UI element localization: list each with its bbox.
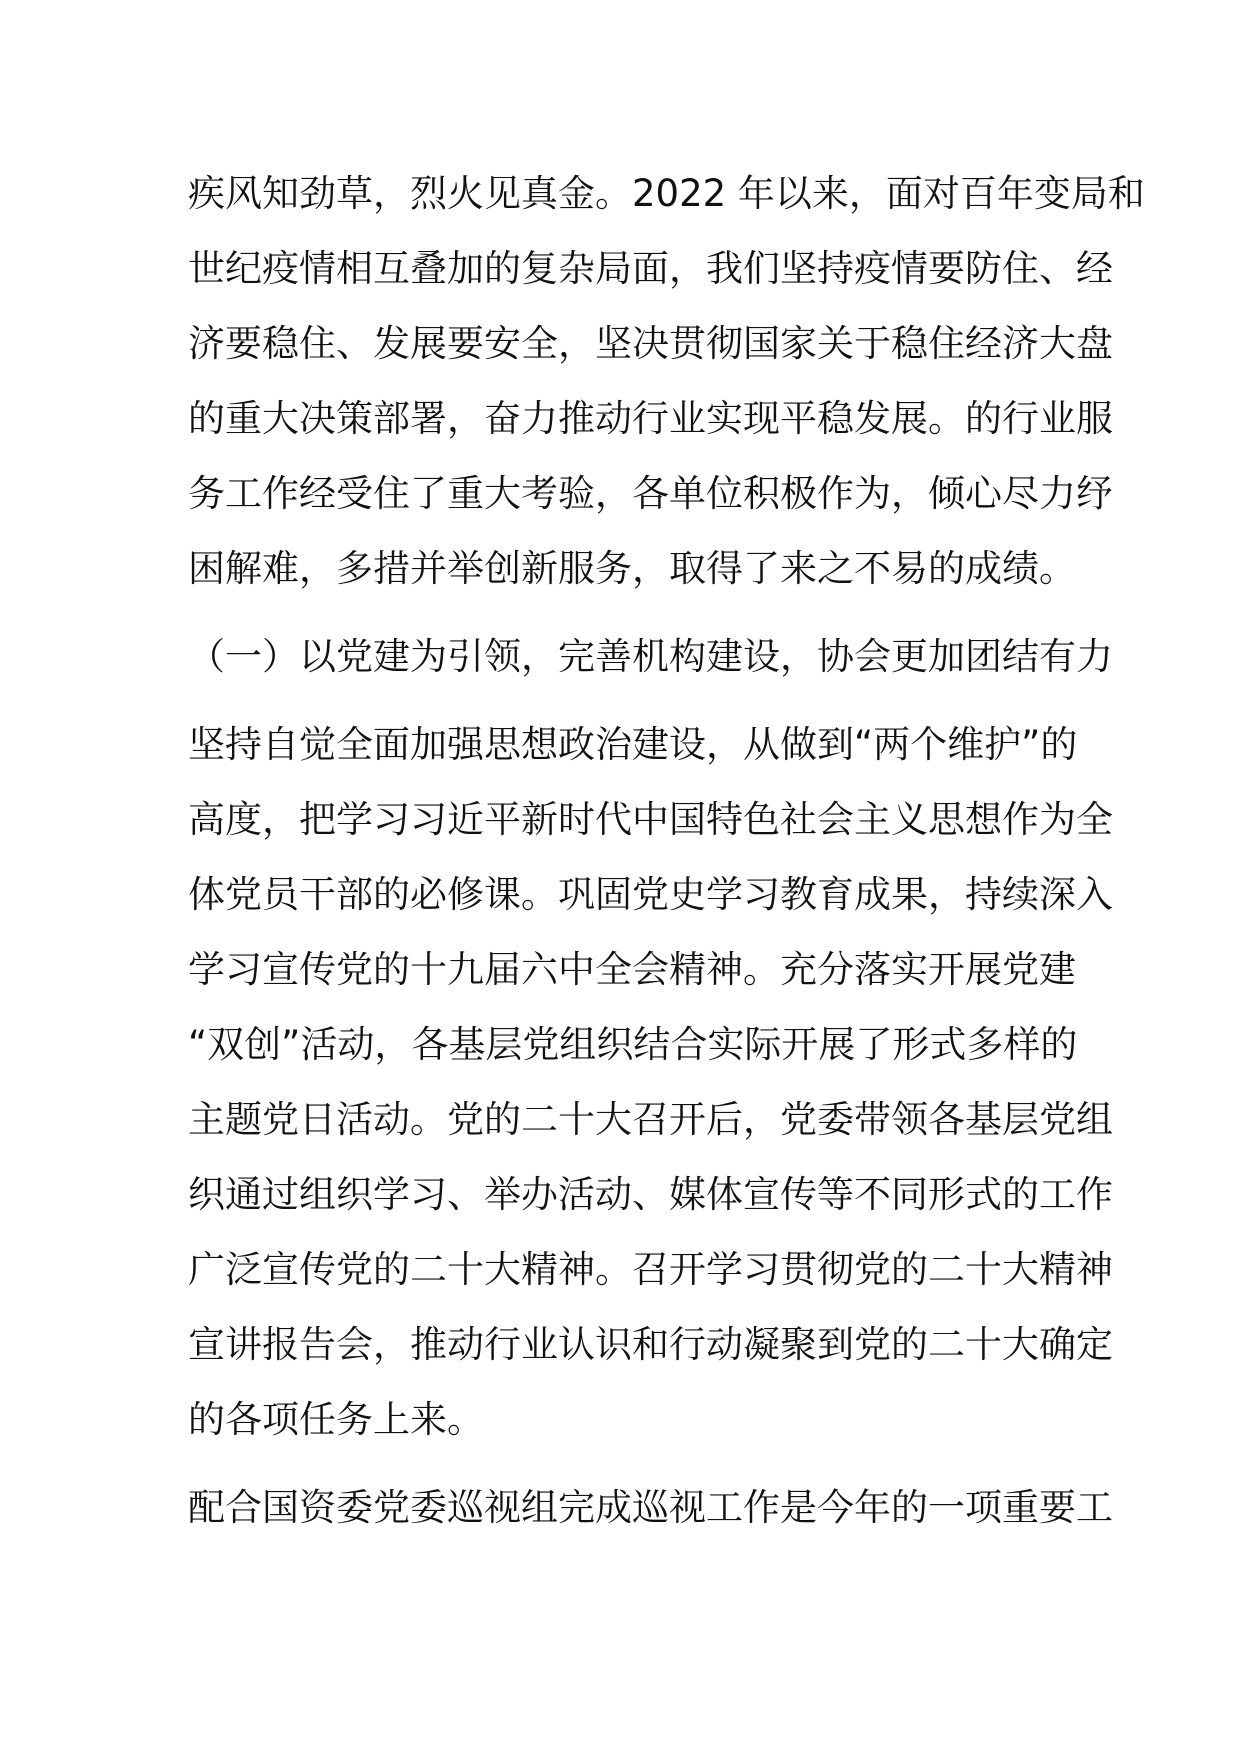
paragraph-2-line-3: 体党员干部的必修课。巩固党史学习教育成果，持续深入 [188,873,1113,916]
paragraph-2-line-9: 宣讲报告会，推动行业认识和行动凝聚到党的二十大确定 [188,1323,1113,1366]
paragraph-1-line-3: 济要稳住、发展要安全，坚决贯彻国家关于稳住经济大盘 [188,322,1113,365]
paragraph-1-line-4: 的重大决策部署，奋力推动行业实现平稳发展。的行业服 [188,397,1113,440]
paragraph-2-line-5: “双创”活动，各基层党组织结合实际开展了形式多样的 [188,1023,1078,1066]
paragraph-1-line-1: 疾风知劲草，烈火见真金。2022 年以来，面对百年变局和 [188,172,1145,215]
paragraph-2-line-10: 的各项任务上来。 [188,1398,484,1441]
paragraph-3-line-1: 配合国资委党委巡视组完成巡视工作是今年的一项重要工 [188,1486,1113,1529]
paragraph-1-line-5: 务工作经受住了重大考验，各单位积极作为，倾心尽力纾 [188,472,1113,515]
paragraph-2-line-1: 坚持自觉全面加强思想政治建设，从做到“两个维护”的 [188,723,1078,766]
paragraph-2-line-2: 高度，把学习习近平新时代中国特色社会主义思想作为全 [188,798,1113,841]
paragraph-2-line-6: 主题党日活动。党的二十大召开后，党委带领各基层党组 [188,1098,1113,1141]
paragraph-1-line-2: 世纪疫情相互叠加的复杂局面，我们坚持疫情要防住、经 [188,247,1113,290]
paragraph-2-line-7: 织通过组织学习、举办活动、媒体宣传等不同形式的工作 [188,1173,1113,1216]
paragraph-1-line-6: 困解难，多措并举创新服务，取得了来之不易的成绩。 [188,547,1076,590]
paragraph-2-line-4: 学习宣传党的十九届六中全会精神。充分落实开展党建 [188,948,1076,991]
section-heading: （一）以党建为引领，完善机构建设，协会更加团结有力 [188,635,1113,678]
paragraph-2-line-8: 广泛宣传党的二十大精神。召开学习贯彻党的二十大精神 [188,1248,1113,1291]
